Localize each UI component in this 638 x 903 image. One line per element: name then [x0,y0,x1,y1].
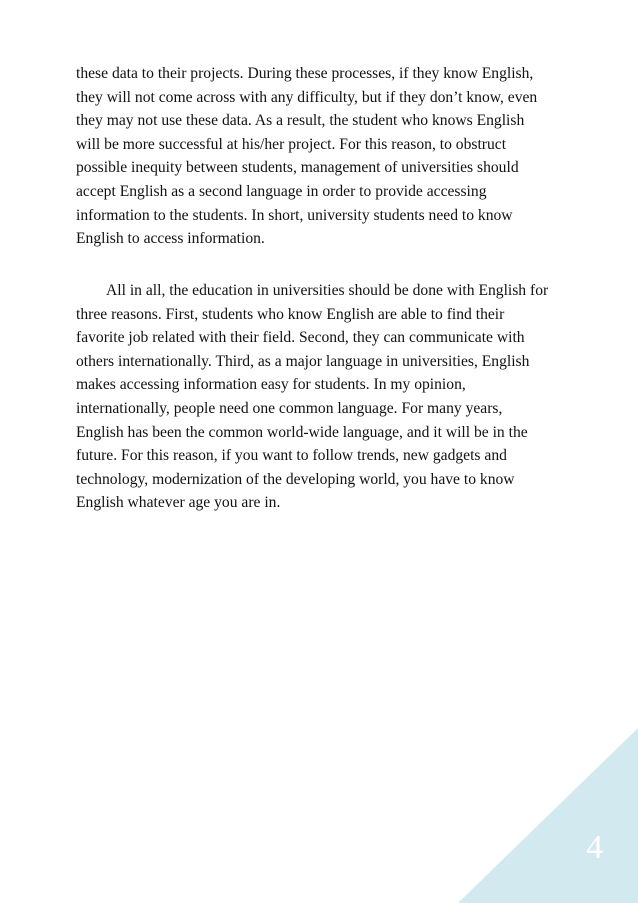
text-line: technology, modernization of the developing world, you have to know [76,470,515,488]
corner-triangle-decoration [458,728,638,903]
text-line: English has been the common world-wide language, and it will be in the [76,423,528,441]
text-line: English to access information. [76,230,265,248]
corner-triangle-shape [458,728,638,903]
text-line: English whatever age you are in. [76,494,281,512]
paragraph-1 [76,62,616,251]
text-line: accept English as a second language in order to provide accessing [76,182,487,200]
text-line: makes accessing information easy for students. In my opinion, [76,376,466,394]
text-line: information to the students. In short, university students need to know [76,206,513,224]
text-line: these data to their projects. During these processes, if they know English, [76,65,534,82]
text-line: will be more successful at his/her project. For this reason, to obstruct [76,135,507,153]
text-line: All in all, the education in universities should be done with English for [106,282,549,299]
text-line: possible inequity between students, management of universities should [76,159,519,177]
text-line: they may not use these data. As a result, the student who knows English [76,112,525,130]
paragraph-2 [76,279,616,515]
text-line: three reasons. First, students who know English are able to find their [76,305,505,323]
text-line: others internationally. Third, as a major language in universities, English [76,352,530,370]
text-line: internationally, people need one common language. For many years, [76,399,503,417]
text-line: they will not come across with any difficulty, but if they don’t know, even [76,88,538,106]
page-number: 4 [586,829,603,866]
text-line: favorite job related with their field. Second, they can communicate with [76,329,525,347]
text-line: future. For this reason, if you want to follow trends, new gadgets and [76,447,507,465]
